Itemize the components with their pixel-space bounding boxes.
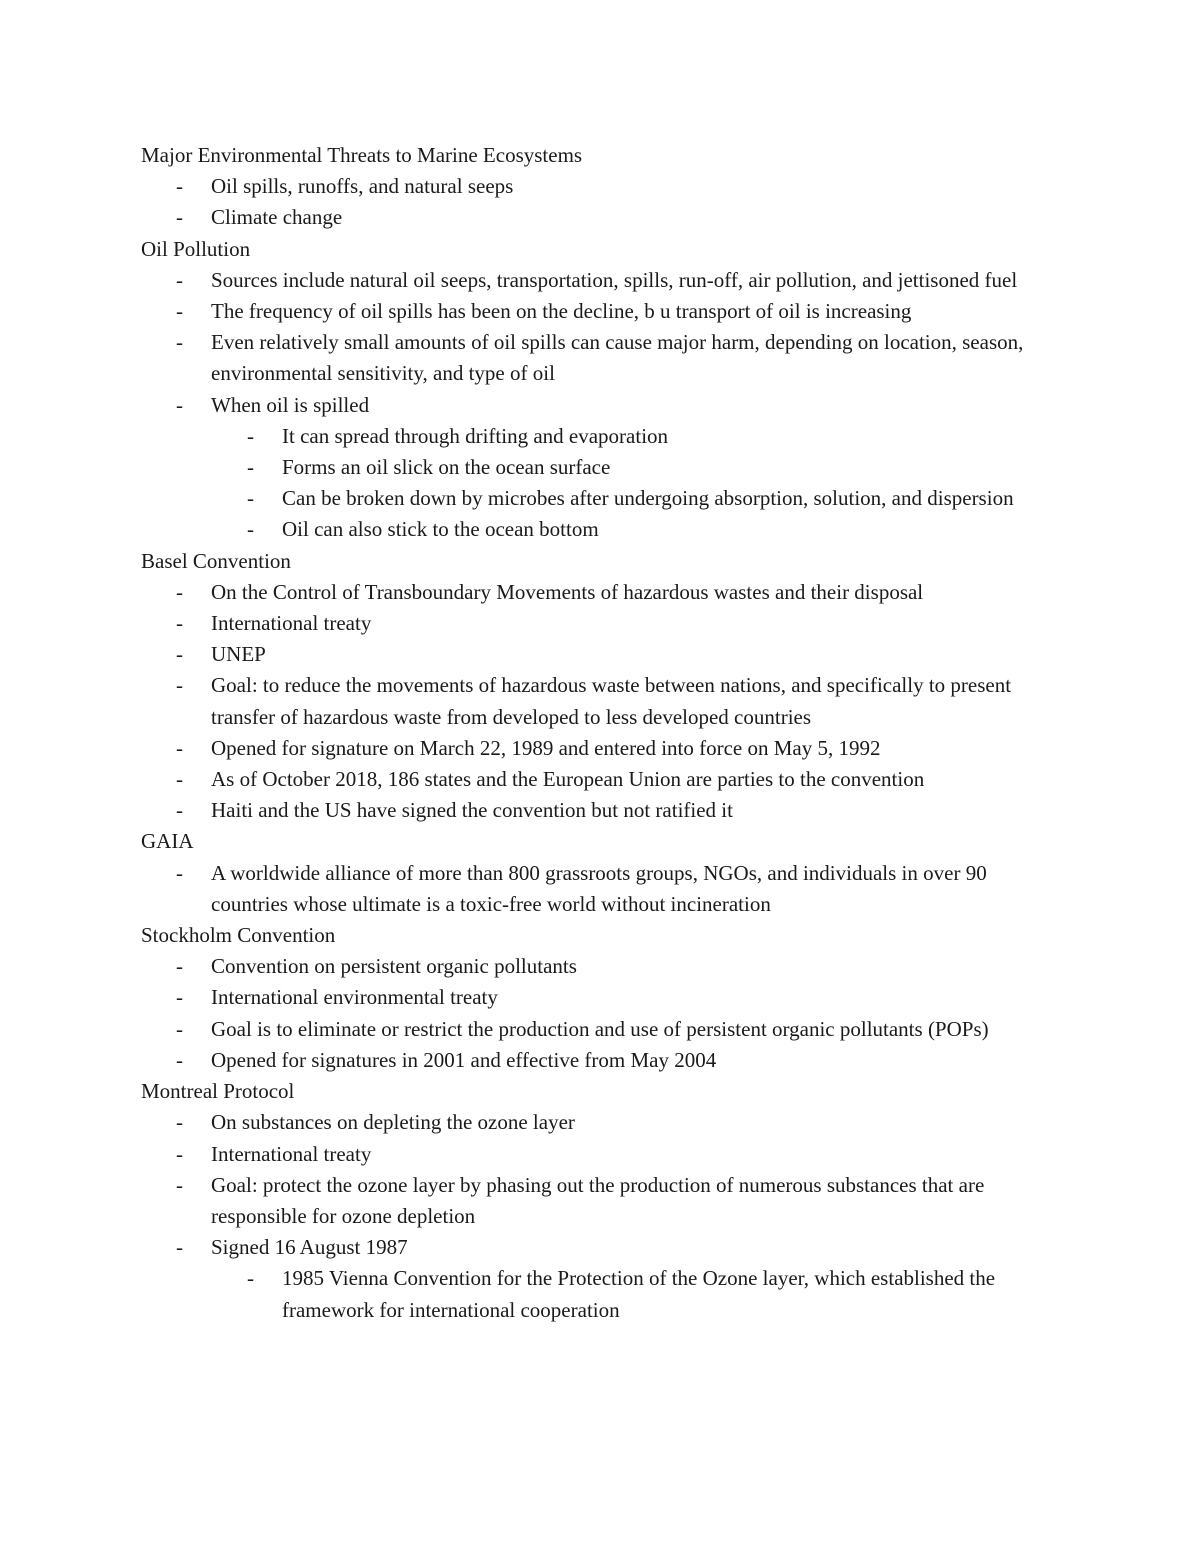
list-item-text: Sources include natural oil seeps, transportation, spills, run-off, air pollution, and jettisoned fuel [211,267,1018,292]
sub-list-item-text: Oil can also stick to the ocean bottom [282,517,599,542]
dash-bullet: - [247,517,254,542]
dash-bullet: - [176,205,183,230]
list-item [141,858,1066,920]
dash-bullet: - [247,1266,254,1291]
list-item-text: Oil spills, runoffs, and natural seeps [211,174,514,199]
list-item [141,1139,1066,1170]
bullet-list [141,265,1066,546]
sub-list-item-text: Can be broken down by microbes after undergoing absorption, solution, and dispersion [282,486,1014,511]
section [141,920,1066,1076]
sub-list-item-text: 1985 Vienna Convention for the Protection of the Ozone layer, which established the framework for international cooperation [282,1266,996,1322]
dash-bullet: - [176,798,183,823]
section-heading: Oil Pollution [141,236,251,261]
list-item-text: As of October 2018, 186 states and the European Union are parties to the convention [211,767,925,792]
list-item [141,795,1066,826]
list-item-text: International environmental treaty [211,985,498,1010]
dash-bullet: - [176,330,183,355]
list-item-text: Goal: to reduce the movements of hazardous waste between nations, and specifically to present transfer of hazardous waste from developed to less developed countries [211,673,1012,729]
dash-bullet: - [176,642,183,667]
list-item [141,577,1066,608]
list-item [141,733,1066,764]
sub-list-item [211,514,1066,545]
dash-bullet: - [176,673,183,698]
dash-bullet: - [247,455,254,480]
list-item-text: Opened for signatures in 2001 and effective from May 2004 [211,1047,717,1072]
dash-bullet: - [176,174,183,199]
list-item [141,1170,1066,1232]
dash-bullet: - [176,735,183,760]
list-item [141,390,1066,546]
list-item [141,639,1066,670]
list-item-text: International treaty [211,1141,372,1166]
list-item-text: On the Control of Transboundary Movements of hazardous wastes and their disposal [211,579,924,604]
list-item [141,1232,1066,1326]
list-item [141,951,1066,982]
dash-bullet: - [176,299,183,324]
dash-bullet: - [176,860,183,885]
section-heading: GAIA [141,829,194,854]
list-item [141,327,1066,389]
dash-bullet: - [247,486,254,511]
list-item [141,202,1066,233]
list-item [141,171,1066,202]
list-item-text: Signed 16 August 1987 [211,1235,408,1260]
dash-bullet: - [176,1047,183,1072]
list-item-text: On substances on depleting the ozone layer [211,1110,575,1135]
dash-bullet: - [176,267,183,292]
list-item-text: When oil is spilled [211,392,370,417]
list-item [141,265,1066,296]
dash-bullet: - [176,611,183,636]
dash-bullet: - [176,985,183,1010]
dash-bullet: - [176,1141,183,1166]
dash-bullet: - [176,392,183,417]
dash-bullet: - [176,954,183,979]
sub-list-item [211,421,1066,452]
section-heading: Montreal Protocol [141,1079,295,1104]
list-item-text: Haiti and the US have signed the convention but not ratified it [211,798,733,823]
list-item [141,296,1066,327]
list-item [141,982,1066,1013]
list-item [141,608,1066,639]
document-body [141,140,1066,1326]
section [141,826,1066,920]
dash-bullet: - [176,1235,183,1260]
section-heading: Major Environmental Threats to Marine Ecosystems [141,143,583,167]
bullet-list [141,577,1066,827]
bullet-list [141,858,1066,920]
section-heading: Basel Convention [141,548,291,573]
sub-list-item [211,452,1066,483]
list-item-text: Goal is to eliminate or restrict the production and use of persistent organic pollutants (POPs) [211,1016,989,1041]
list-item [141,670,1066,732]
section [141,546,1066,827]
sub-bullet-list [211,421,1066,546]
sub-list-item [211,483,1066,514]
list-item [141,1107,1066,1138]
list-item-text: Goal: protect the ozone layer by phasing out the production of numerous substances that are responsible for ozone depletion [211,1172,985,1228]
dash-bullet: - [176,767,183,792]
list-item-text: UNEP [211,642,266,667]
sub-list-item-text: Forms an oil slick on the ocean surface [282,455,611,480]
list-item [141,1045,1066,1076]
list-item-text: Opened for signature on March 22, 1989 and entered into force on May 5, 1992 [211,735,881,760]
list-item-text: International treaty [211,611,372,636]
list-item-text: The frequency of oil spills has been on the decline, b u transport of oil is increasing [211,299,912,324]
section [141,140,1066,234]
list-item-text: A worldwide alliance of more than 800 grassroots groups, NGOs, and individuals in over 90 countries whose ultimate is a toxic-free world without incineration [211,860,987,916]
dash-bullet: - [247,423,254,448]
sub-list-item [211,1263,1066,1325]
dash-bullet: - [176,1172,183,1197]
bullet-list [141,951,1066,1076]
list-item-text: Even relatively small amounts of oil spills can cause major harm, depending on location, season, environmental sensitivity, and type of oil [211,330,1024,386]
section-heading: Stockholm Convention [141,923,336,948]
bullet-list [141,1107,1066,1325]
list-item-text: Convention on persistent organic pollutants [211,954,577,979]
list-item [141,1014,1066,1045]
sub-list-item-text: It can spread through drifting and evaporation [282,423,669,448]
section [141,234,1066,546]
sub-bullet-list [211,1263,1066,1325]
section [141,1076,1066,1326]
dash-bullet: - [176,1110,183,1135]
bullet-list [141,171,1066,233]
list-item [141,764,1066,795]
dash-bullet: - [176,579,183,604]
dash-bullet: - [176,1016,183,1041]
list-item-text: Climate change [211,205,343,230]
